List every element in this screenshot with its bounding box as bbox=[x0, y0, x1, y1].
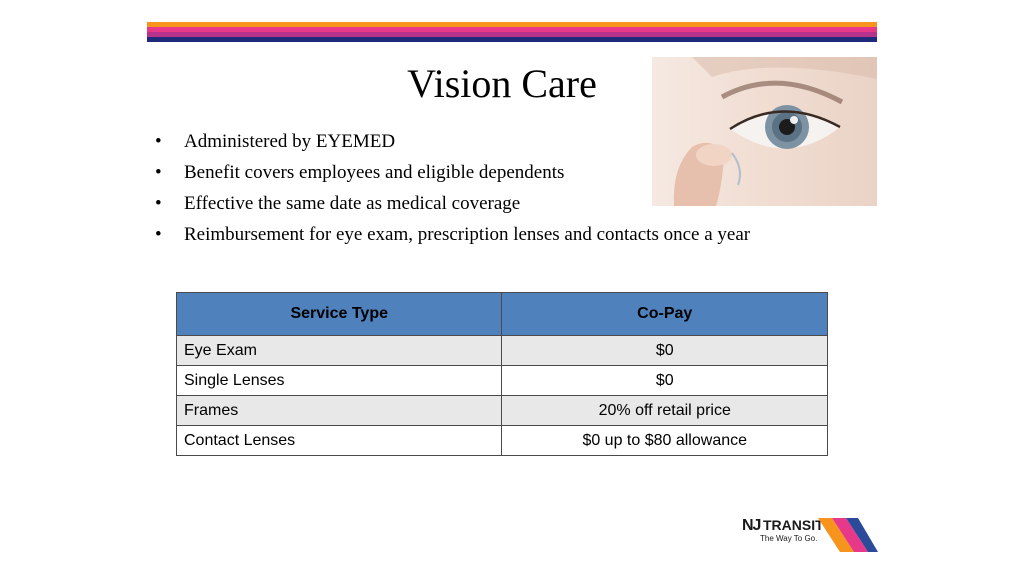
logo-stripes-graphic bbox=[818, 518, 878, 552]
bullet-item bbox=[155, 188, 750, 219]
bullet-marker: • bbox=[155, 162, 162, 183]
table-row bbox=[177, 396, 828, 426]
nj-transit-logo bbox=[742, 516, 878, 554]
bullet-item bbox=[155, 126, 750, 157]
logo-wordmark: TRANSIT bbox=[763, 517, 824, 533]
bullet-item bbox=[155, 219, 750, 250]
bullet-text: Benefit covers employees and eligible dependents bbox=[184, 162, 565, 183]
bullet-marker: • bbox=[155, 131, 162, 152]
co-pay-cell: $0 bbox=[502, 366, 828, 396]
table-row bbox=[177, 366, 828, 396]
bullet-text: Administered by EYEMED bbox=[184, 131, 396, 152]
service-type-cell: Eye Exam bbox=[177, 336, 502, 366]
bullet-marker: • bbox=[155, 193, 162, 214]
slide-title: Vision Care bbox=[407, 61, 597, 106]
stripe-navy bbox=[147, 37, 877, 42]
bullet-list bbox=[155, 126, 750, 250]
co-pay-cell: $0 bbox=[502, 336, 828, 366]
bullet-marker: • bbox=[155, 224, 162, 245]
bullet-text: Effective the same date as medical coverage bbox=[184, 193, 521, 214]
copay-table bbox=[176, 292, 828, 456]
logo-nj-mark: NJ bbox=[742, 517, 761, 534]
co-pay-cell: 20% off retail price bbox=[502, 396, 828, 426]
column-header-co-pay: Co-Pay bbox=[502, 293, 828, 336]
service-type-cell: Single Lenses bbox=[177, 366, 502, 396]
logo-tagline: The Way To Go. bbox=[760, 534, 818, 543]
co-pay-cell: $0 up to $80 allowance bbox=[502, 426, 828, 456]
column-header-service-type: Service Type bbox=[177, 293, 502, 336]
table-row bbox=[177, 426, 828, 456]
table-header-row bbox=[177, 293, 828, 336]
service-type-cell: Contact Lenses bbox=[177, 426, 502, 456]
table-row bbox=[177, 336, 828, 366]
bullet-item bbox=[155, 157, 750, 188]
service-type-cell: Frames bbox=[177, 396, 502, 426]
header-stripes bbox=[147, 22, 877, 42]
bullet-text: Reimbursement for eye exam, prescription lenses and contacts once a year bbox=[184, 224, 751, 245]
